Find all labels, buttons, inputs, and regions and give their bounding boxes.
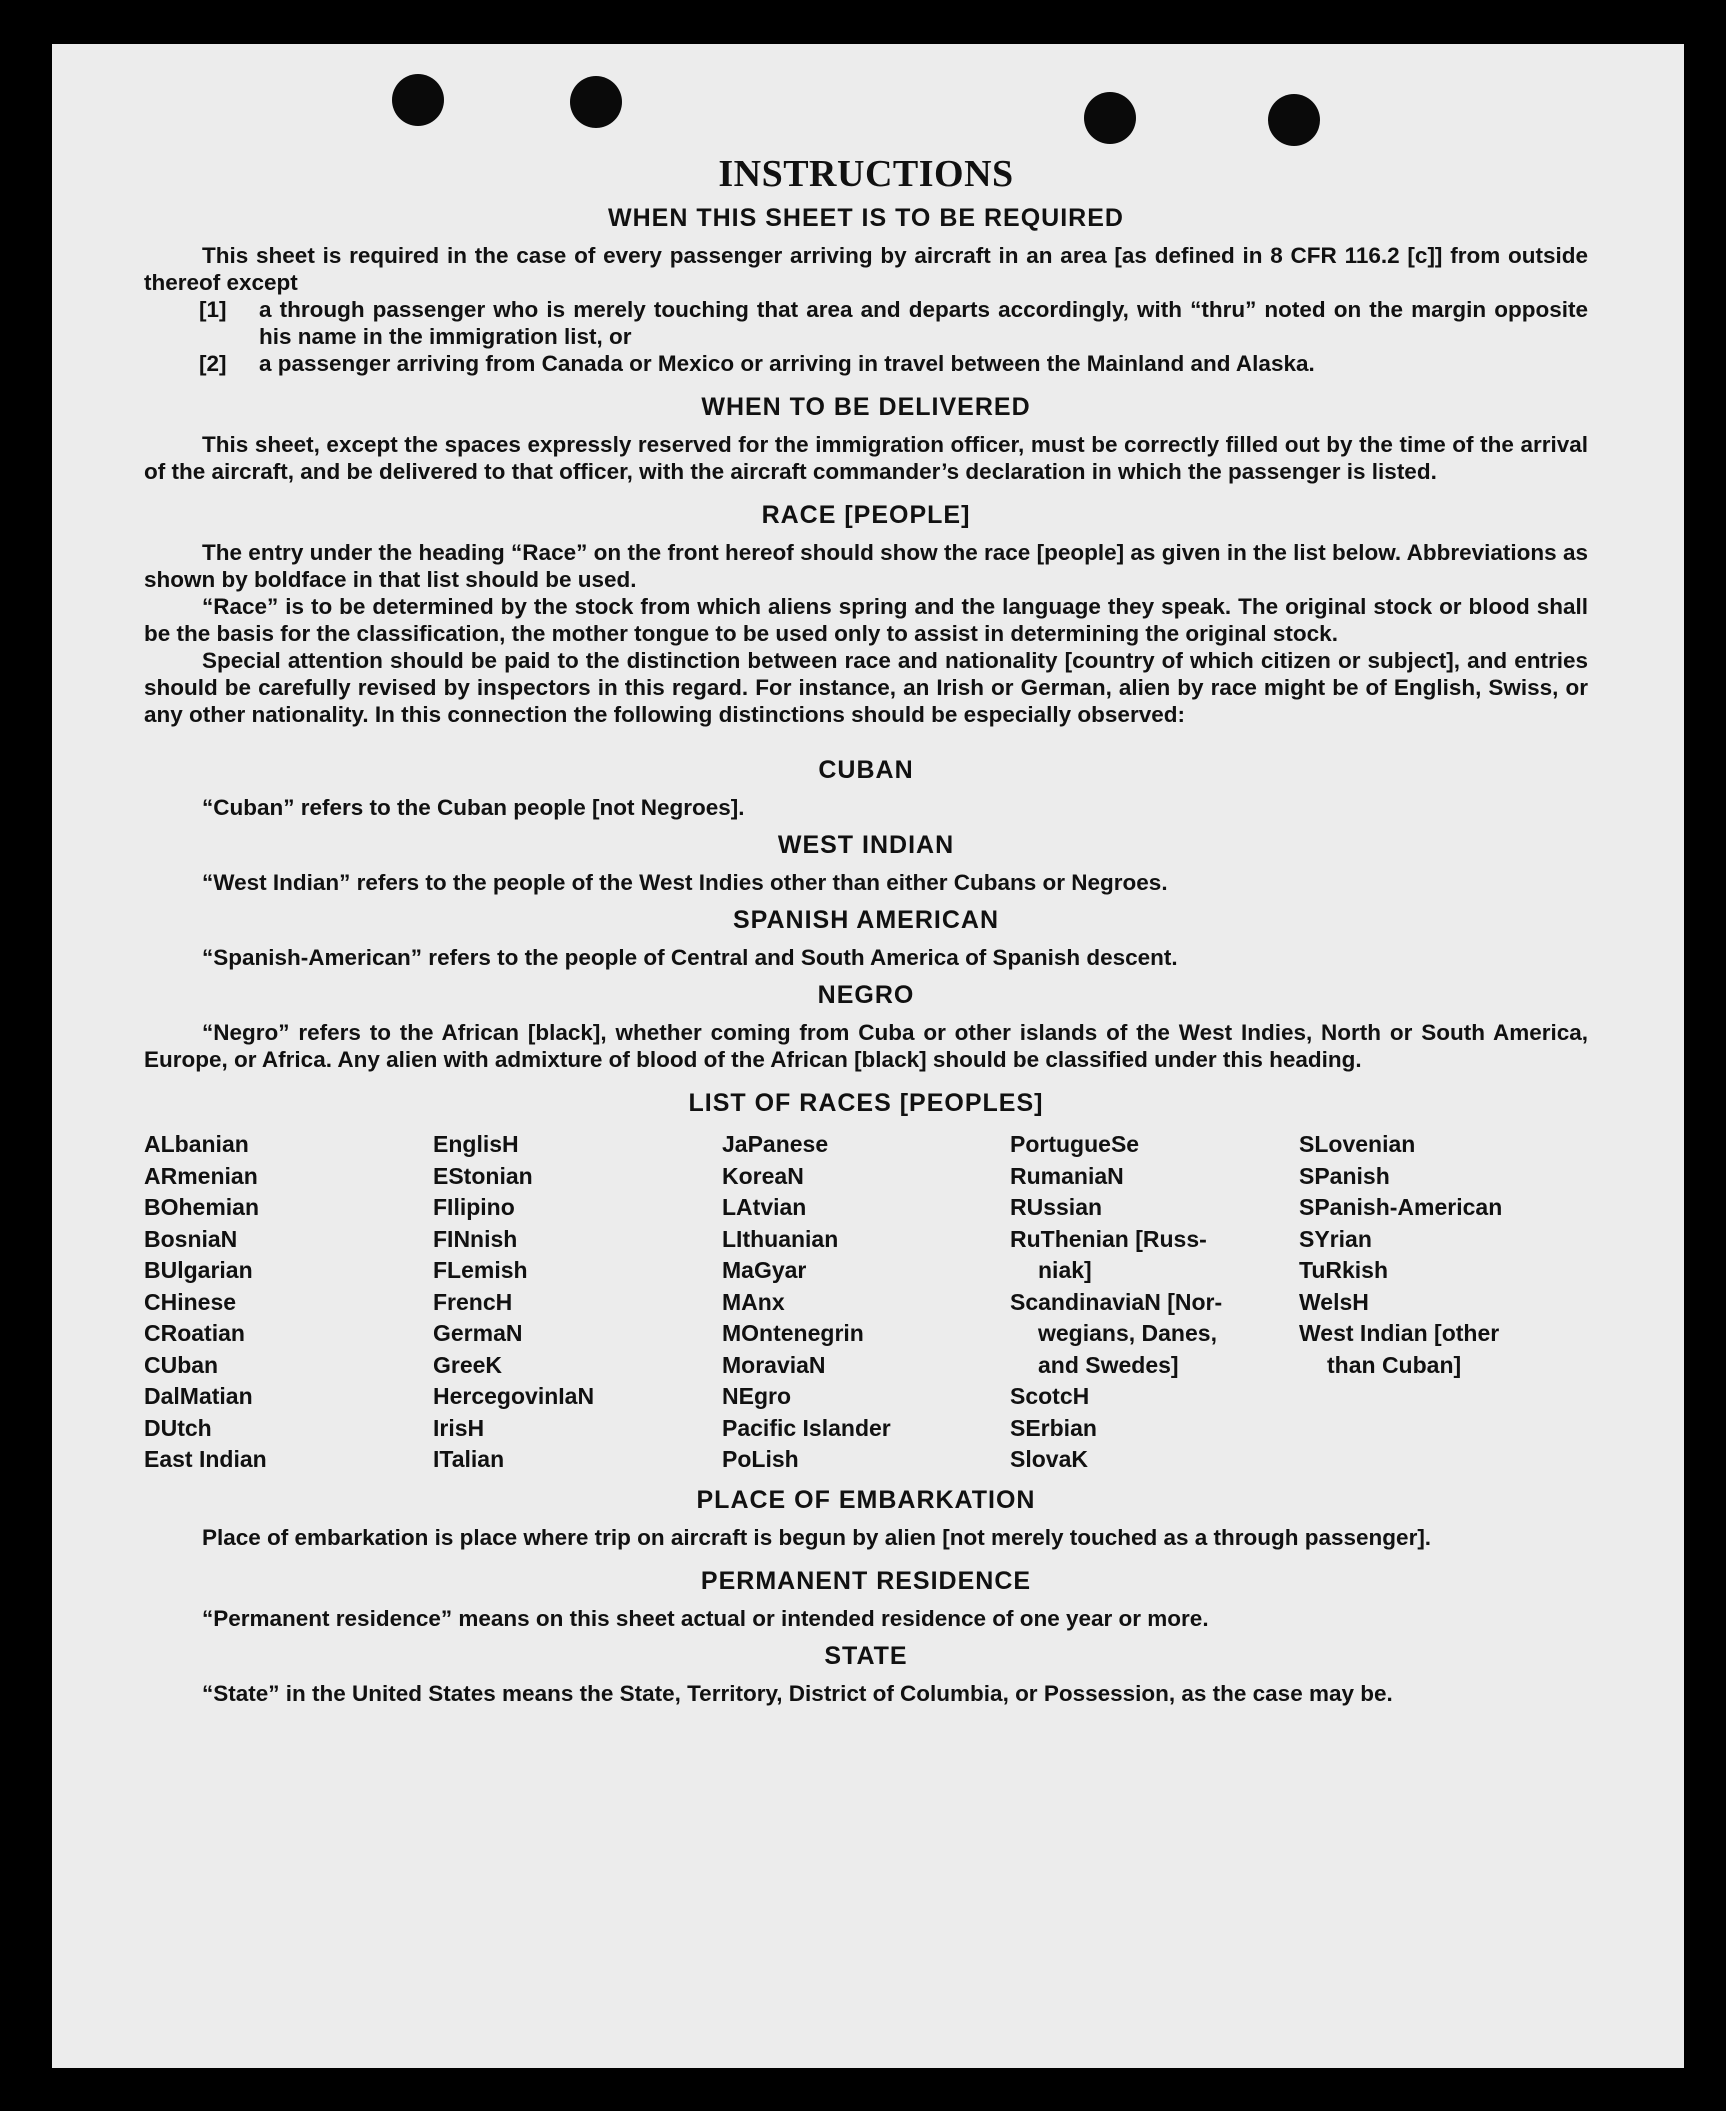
race-item: SPanish [1299,1162,1390,1189]
punch-hole [570,76,622,128]
exception-item [199,296,1588,350]
race-item: SErbian [1010,1414,1097,1441]
races-column-1 [144,1129,433,1476]
races-column-2 [433,1129,722,1476]
heading-west-indian: WEST INDIAN [777,831,955,859]
race-item: LIthuanian [722,1225,839,1252]
exception-text: a passenger arriving from Canada or Mexico or arriving in travel between the Mainland and Alaska. [259,351,1315,376]
race-item: EStonian [433,1162,533,1189]
race-item-continuation: than Cuban] [1327,1351,1462,1378]
race-item: DalMatian [144,1383,253,1409]
heading-race: RACE [PEOPLE] [761,501,971,529]
punch-hole [1084,92,1136,144]
cuban-text: “Cuban” refers to the Cuban people [not Negroes]. [202,795,745,820]
race-item: East Indian [144,1446,267,1472]
race-item: ALbanian [144,1131,249,1157]
race-item: SlovaK [1010,1446,1088,1472]
race-item: FrencH [433,1288,513,1315]
race-item: MOntenegrin [722,1320,864,1346]
race-item: RUssian [1010,1194,1103,1220]
instruction-sheet [52,44,1684,2068]
heading-spanish-american: SPANISH AMERICAN [732,906,999,934]
race-paragraph-2: “Race” is to be determined by the stock from which aliens spring and the language they speak. The original stock or blood shall be the basis for the classification, the mother tongue to be used only to assist in determining the original stock. [144,594,1588,646]
race-item: BOhemian [144,1194,260,1220]
race-item: NEgro [722,1383,791,1409]
heading-permanent-residence: PERMANENT RESIDENCE [700,1566,1032,1595]
race-item: ScandinaviaN [Nor- [1010,1288,1223,1315]
race-item: RuThenian [Russ- [1010,1225,1207,1252]
heading-state: STATE [824,1641,908,1670]
race-item: ScotcH [1010,1383,1090,1409]
race-item: CRoatian [144,1320,245,1346]
exception-number: [2] [199,351,227,376]
race-item: DUtch [144,1414,212,1441]
race-item: KoreaN [722,1162,804,1189]
spanish-american-text: “Spanish-American” refers to the people of Central and South America of Spanish descent. [202,945,1178,970]
race-item: BUlgarian [144,1257,253,1283]
permanent-residence-text: “Permanent residence” means on this sheet actual or intended residence of one year or more. [202,1605,1209,1631]
exception-number: [1] [199,297,227,322]
heading-negro: NEGRO [817,981,915,1009]
page-title: INSTRUCTIONS [718,153,1014,195]
race-item: FIlipino [433,1194,515,1220]
instructions-content [144,152,1588,1707]
race-item: EnglisH [433,1131,519,1157]
punch-hole [1268,94,1320,146]
race-item: MAnx [722,1288,785,1315]
races-column-3 [722,1129,1010,1476]
race-item-continuation: and Swedes] [1038,1351,1179,1378]
when-delivered-text: This sheet, except the spaces expressly reserved for the immigration officer, must be correctly filled out by the time of the arrival of the aircraft, and be delivered to that officer, with the aircraft commander’s declaration in which the passenger is listed. [144,432,1588,484]
race-item: CHinese [144,1288,237,1315]
heading-when-delivered: WHEN TO BE DELIVERED [701,393,1031,421]
heading-cuban: CUBAN [818,756,914,784]
race-item: HercegovinIaN [433,1383,595,1409]
race-paragraph-1: The entry under the heading “Race” on the front hereof should show the race [people] as given in the list below. Abbreviations as shown by boldface in that list should be used. [144,540,1588,592]
race-item: FINnish [433,1225,518,1252]
race-item: JaPanese [722,1131,829,1157]
race-item: West Indian [other [1299,1320,1500,1346]
race-item: BosniaN [144,1225,238,1252]
races-column-4 [1010,1129,1299,1476]
heading-embarkation: PLACE OF EMBARKATION [696,1485,1036,1514]
race-item: PortugueSe [1010,1131,1140,1157]
negro-text: “Negro” refers to the African [black], whether coming from Cuba or other islands of the West Indies, North or South America, Europe, or Africa. Any alien with admixture of blood of the African [black] should be classified under this heading. [144,1020,1588,1072]
race-item: LAtvian [722,1194,807,1220]
race-item: Pacific Islander [722,1414,891,1441]
heading-list-of-races: LIST OF RACES [PEOPLES] [688,1089,1044,1117]
race-item: SPanish-American [1299,1194,1503,1220]
race-item: SLovenian [1299,1131,1416,1157]
race-paragraph-3: Special attention should be paid to the distinction between race and nationality [country of which citizen or subject], and entries should be carefully revised by inspectors in this regard. For instance, an Irish or German, alien by race might be of English, Swiss, or any other nationality. In this connection the following distinctions should be especially observed: [144,648,1588,727]
race-item: MoraviaN [722,1351,826,1378]
race-item: GreeK [433,1351,503,1378]
races-list [144,1129,1588,1476]
state-text: “State” in the United States means the State, Territory, District of Columbia, or Possession, as the case may be. [202,1680,1393,1706]
race-item: MaGyar [722,1257,807,1283]
race-item: ARmenian [144,1162,258,1189]
race-item: ITalian [433,1446,505,1472]
race-item: RumaniaN [1010,1162,1124,1189]
west-indian-text: “West Indian” refers to the people of the West Indies other than either Cubans or Negroes. [202,870,1168,895]
race-item-continuation: wegians, Danes, [1038,1320,1217,1346]
race-item: FLemish [433,1257,528,1283]
exceptions-list [199,296,1588,377]
exception-text: a through passenger who is merely touching that area and departs accordingly, with “thru” noted on the margin opposite his name in the immigration list, or [259,297,1588,349]
race-item: IrisH [433,1414,485,1441]
exception-item [199,350,1588,377]
race-item: CUban [144,1351,219,1378]
race-item: TuRkish [1299,1257,1389,1283]
race-item: WelsH [1299,1288,1369,1315]
race-item: SYrian [1299,1225,1372,1252]
embarkation-text: Place of embarkation is place where trip on aircraft is begun by alien [not merely touched as a through passenger]. [202,1524,1432,1550]
when-required-intro: This sheet is required in the case of every passenger arriving by aircraft in an area [as defined in 8 CFR 116.2 [c]] from outside thereof except [144,243,1588,295]
races-column-5 [1299,1129,1588,1476]
punch-hole [392,74,444,126]
heading-when-required: WHEN THIS SHEET IS TO BE REQUIRED [608,204,1124,232]
race-item-continuation: niak] [1038,1257,1092,1283]
race-item: PoLish [722,1446,799,1472]
race-item: GermaN [433,1320,523,1346]
